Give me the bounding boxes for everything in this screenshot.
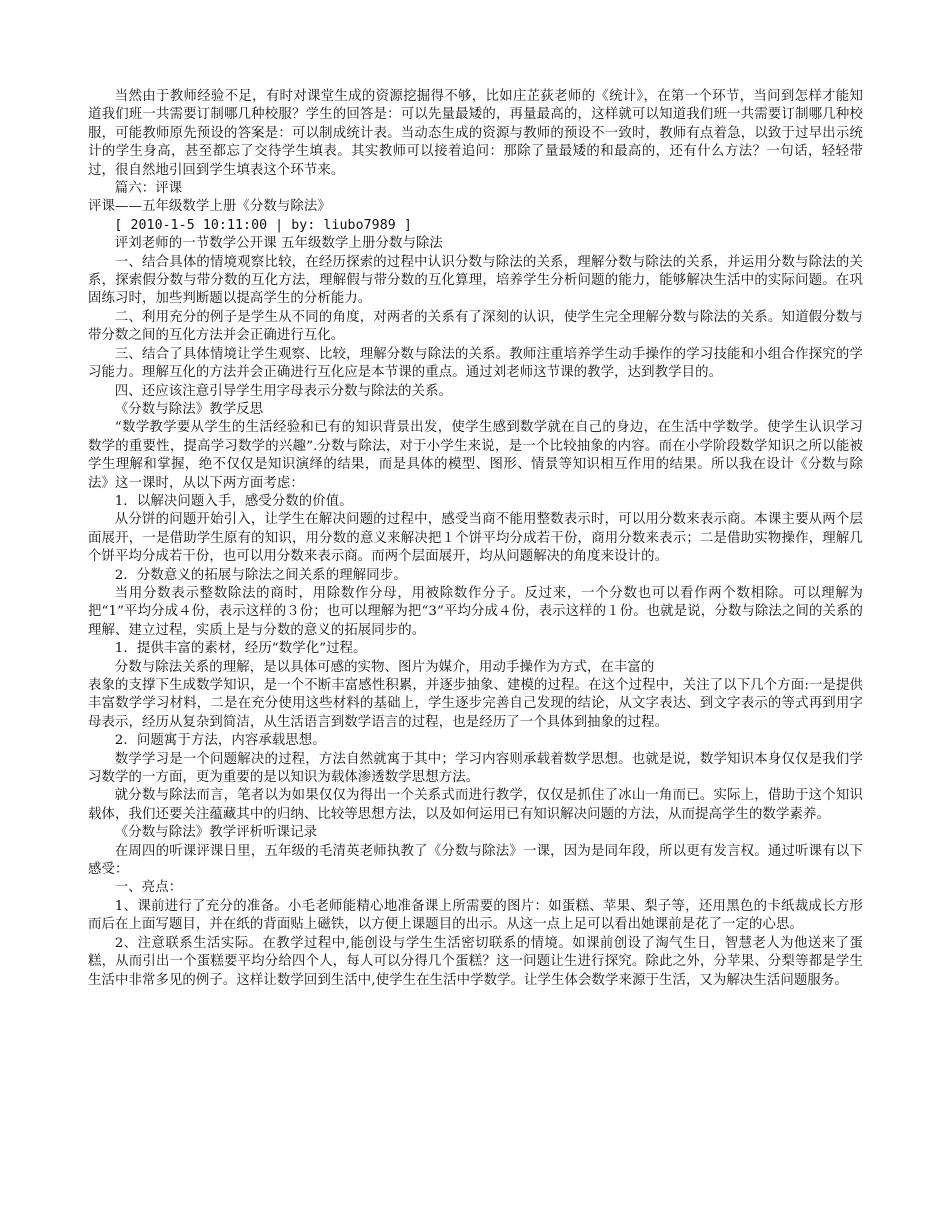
- paragraph: 三、结合了具体情境让学生观察、比较，理解分数与除法的关系。教师注重培养学生动手操作的学习技能和小组合作探究的学习能力。理解互化的方法并会正确进行互化应是本节课的重点。通过刘老师这节课的教学，达到教学目的。: [88, 346, 863, 381]
- post-meta: [ 2010-1-5 10:11:00 | by: liubo7989 ]: [114, 217, 412, 233]
- section-heading: 《分数与除法》教学反思: [114, 401, 264, 417]
- paragraph: 当然由于教师经验不足，有时对课堂生成的资源挖掘得不够，比如庄芷荻老师的《统计》，在第一个环节，当问到怎样才能知道我们班一共需要订制哪几种校服？学生的回答是：可以先量最矮的，再量最高的，这样就可以知道我们班一共需要订制哪几种校服，可能教师原先预设的答案是：可以制成统计表。当动态生成的资源与教师的预设不一致时，教师有点着急，以致于过早出示统计的学生身高，甚至都忘了交待学生填表。其实教师可以接着追问：那除了量最矮的和最高的，还有什么方法？一句话，轻轻带过，很自然地引回到学生填表这个环节来。: [88, 89, 863, 178]
- paragraph: 就分数与除法而言，笔者以为如果仅仅为得出一个关系式而进行教学，仅仅是抓住了冰山一角而已。实际上，借助于这个知识载体，我们还要关注蕴藏其中的归纳、比较等思想方法，以及如何运用已有知识解决问题的方法，从而提高学生的数学素养。: [88, 788, 863, 822]
- list-item: 1．以解决问题入手，感受分数的价值。: [114, 493, 353, 509]
- document-page: [88, 88, 863, 990]
- list-item: 2．分数意义的拓展与除法之间关系的理解同步。: [114, 567, 407, 583]
- paragraph: 分数与除法关系的理解，是以具体可感的实物、图片为媒介，用动手操作为方式，在丰富的: [114, 659, 655, 675]
- paragraph: 一、结合具体的情境观察比较，在经历探索的过程中认识分数与除法的关系，理解分数与除法的关系，并运用分数与除法的关系，探索假分数与带分数的互化方法，理解假与带分数的互化算理，培养学生分析问题的能力，能够解决生活中的实际问题。在巩固练习时，加些判断题以提高学生的分析能力。: [88, 254, 863, 307]
- paragraph: 数学学习是一个问题解决的过程，方法自然就寓于其中；学习内容则承载着数学思想。也就是说，数学知识本身仅仅是我们学习数学的一方面，更为重要的是以知识为载体渗透数学思想方法。: [88, 751, 863, 786]
- paragraph: 从分饼的问题开始引入，让学生在解决问题的过程中，感受当商不能用整数表示时，可以用分数来表示商。本课主要从两个层面展开，一是借助学生原有的知识，用分数的意义来解决把１个饼平均分成若干份，商用分数来表示；二是借助实物操作，理解几个饼平均分成若干份，也可以用分数来表示商。而两个层面展开，均从问题解决的角度来设计的。: [88, 512, 863, 565]
- list-item: 1．提供丰富的素材，经历“数学化”过程。: [114, 641, 367, 657]
- section-heading: 一、亮点：: [114, 880, 183, 896]
- list-item: 2．问题寓于方法，内容承载思想。: [114, 733, 326, 749]
- paragraph: 当用分数表示整数除法的商时，用除数作分母，用被除数作分子。反过来，一个分数也可以看作两个数相除。可以理解为把“1”平均分成４份，表示这样的３份；也可以理解为把“3”平均分成４份，表示这样的１份。也就是说，分数与除法之间的关系的理解、建立过程，实质上是与分数的意义的拓展同步的。: [88, 585, 863, 638]
- paragraph: 表象的支撑下生成数学知识，是一个不断丰富感性积累，并逐步抽象、建模的过程。在这个过程中，关注了以下几个方面:一是提供丰富数学学习材料，二是在充分使用这些材料的基础上，学生逐步完善自己发现的结论，从文字表达、到文字表示的等式再到用字母表示，经历从复杂到简洁，从生活语言到数学语言的过程，也是经历了一个具体到抽象的过程。: [88, 678, 863, 730]
- paragraph: 在周四的听课评课日里，五年级的毛清英老师执教了《分数与除法》一课，因为是同年段，所以更有发言权。通过听课有以下感受：: [88, 843, 863, 878]
- paragraph: 1、课前进行了充分的准备。小毛老师能精心地准备课上所需要的图片：如蛋糕、苹果、梨子等，还用黑色的卡纸裁成长方形而后在上面写题目，并在纸的背面贴上磁铁，以方便上课题目的出示。从这一点上足可以看出她课前是花了一定的心思。: [88, 898, 863, 933]
- paragraph: 二、利用充分的例子是学生从不同的角度，对两者的关系有了深刻的认识，使学生完全理解分数与除法的关系。知道假分数与带分数之间的互化方法并会正确进行互化。: [88, 309, 863, 344]
- article-subtitle: 评刘老师的一节数学公开课 五年级数学上册分数与除法: [114, 236, 443, 252]
- section-heading: 《分数与除法》教学评析听课记录: [114, 825, 318, 841]
- article-title: 评课——五年级数学上册《分数与除法》: [88, 199, 331, 215]
- section-heading: 篇六：评课: [114, 181, 183, 197]
- paragraph: “数学教学要从学生的生活经验和已有的知识背景出发，使学生感到数学就在自己的身边，在生活中学数学。使学生认识学习数学的重要性，提高学习数学的兴趣”.分数与除法，对于小学生来说，是一个比较抽象的内容。而在小学阶段数学知识之所以能被学生理解和掌握，绝不仅仅是知识演绎的结果，而是具体的模型、图形、情景等知识相互作用的结果。所以我在设计《分数与除法》这一课时，从以下两方面考虑：: [88, 420, 863, 491]
- paragraph: 四、还应该注意引导学生用字母表示分数与除法的关系。: [114, 383, 453, 399]
- paragraph: 2、注意联系生活实际。在教学过程中,能创设与学生生活密切联系的情境。如课前创设了淘气生日，智慧老人为他送来了蛋糕，从而引出一个蛋糕要平均分给四个人，每人可以分得几个蛋糕？这一问题让生进行探究。除此之外，分苹果、分梨等都是学生生活中非常多见的例子。这样让数学回到生活中,使学生在生活中学数学。让学生体会数学来源于生活，又为解决生活问题服务。: [88, 935, 863, 988]
